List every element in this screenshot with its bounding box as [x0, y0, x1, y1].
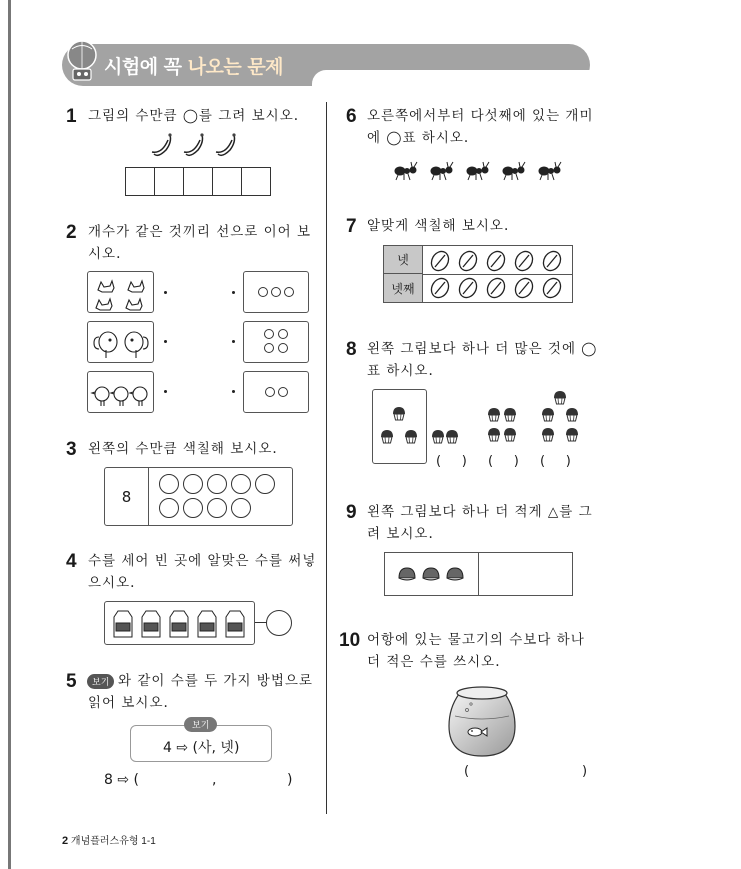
question-number: 5	[66, 671, 77, 692]
picture-box-chicks	[87, 371, 154, 413]
color-circle[interactable]	[159, 474, 179, 494]
dot-circle	[284, 287, 294, 297]
question-number: 4	[66, 551, 77, 572]
drawing-area[interactable]	[480, 553, 572, 595]
title-highlight: 나오는 문제	[187, 56, 284, 78]
color-circle[interactable]	[159, 498, 179, 518]
title-main: 시험에 꼭	[104, 56, 182, 78]
answer-close: )	[287, 772, 293, 788]
question-number: 7	[346, 216, 357, 237]
dot-circle	[264, 329, 274, 339]
color-circle[interactable]	[231, 474, 251, 494]
question-text-line1: 오른쪽에서부터 다섯째에 있는 개미	[367, 108, 594, 124]
milk-carton-icon	[105, 602, 256, 646]
picture-box-elephants	[87, 321, 154, 363]
chick-icon	[88, 372, 155, 414]
row-label-count: 넷	[384, 246, 423, 274]
box-divider	[478, 553, 479, 595]
match-dot[interactable]	[164, 390, 167, 393]
row-label-order: 넷째	[384, 274, 423, 302]
question-text-line1: 왼쪽 그림보다 하나 더 많은 것에 ◯	[367, 341, 598, 357]
question-text-line2: 읽어 보시오.	[88, 695, 169, 711]
question-number: 8	[346, 339, 357, 360]
question-text-line1: 와 같이 수를 두 가지 방법으로	[118, 673, 313, 689]
seed-icon[interactable]	[426, 248, 570, 300]
color-circle[interactable]	[255, 474, 275, 494]
target-number: 8	[105, 468, 149, 525]
balloon-icon	[64, 40, 100, 82]
circles-area	[149, 468, 292, 525]
fishbowl-icon	[437, 680, 527, 762]
dot-circle	[278, 387, 288, 397]
bananas-icon	[148, 132, 248, 160]
question-text-line2: 표 하시오.	[367, 363, 434, 379]
question-text-line2: 에 ◯표 하시오.	[367, 130, 470, 146]
dots-box-two	[243, 371, 309, 413]
dots-box-three	[243, 271, 309, 313]
color-count-box	[104, 467, 293, 526]
cat-icon	[88, 272, 155, 314]
question-number: 6	[346, 106, 357, 127]
answer-paren-3[interactable]: ( )	[540, 454, 571, 469]
dot-circle	[265, 387, 275, 397]
question-number: 10	[339, 630, 361, 651]
answer-paren-2[interactable]: ( )	[488, 454, 519, 469]
grid-cell[interactable]	[155, 168, 184, 195]
milk-box	[104, 601, 255, 645]
example-text: 4 ⇨ (사, 넷)	[163, 740, 240, 756]
seed-table	[383, 245, 573, 303]
question-text-line2: 려 보시오.	[367, 526, 434, 542]
answer-circle[interactable]	[266, 610, 292, 636]
example-box-label: 보기	[184, 717, 217, 732]
question-number: 3	[66, 439, 77, 460]
match-dot[interactable]	[232, 390, 235, 393]
question-text: 그림의 수만큼 ◯를 그려 보시오.	[88, 108, 300, 124]
question-text-line2: 으시오.	[88, 575, 136, 591]
dot-circle	[264, 343, 274, 353]
question-text-line1: 왼쪽 그림보다 하나 더 적게 △를 그	[367, 504, 593, 520]
answer-grid	[125, 167, 271, 196]
question-text: 왼쪽의 수만큼 색칠해 보시오.	[88, 441, 278, 457]
match-dot[interactable]	[164, 340, 167, 343]
question-number: 9	[346, 502, 357, 523]
section-title	[104, 52, 283, 79]
page-edge-bar	[8, 0, 11, 869]
page-footer	[62, 832, 156, 847]
question-text-line2: 더 적은 수를 쓰시오.	[367, 654, 501, 670]
color-circle[interactable]	[231, 498, 251, 518]
grid-cell[interactable]	[126, 168, 155, 195]
match-dot[interactable]	[232, 340, 235, 343]
grid-cell[interactable]	[242, 168, 270, 195]
question-text-line1: 어항에 있는 물고기의 수보다 하나	[367, 632, 585, 648]
question-number: 2	[66, 222, 77, 243]
question-text-line1: 수를 세어 빈 곳에 알맞은 수를 써넣	[88, 553, 317, 569]
dot-circle	[271, 287, 281, 297]
dot-circle	[258, 287, 268, 297]
question-text-line2: 시오.	[88, 246, 122, 262]
book-title: 개념플러스유형 1-1	[70, 836, 156, 847]
answer-open[interactable]: (	[464, 764, 470, 779]
color-circle[interactable]	[207, 474, 227, 494]
color-circle[interactable]	[183, 498, 203, 518]
answer-prefix: 8 ⇨ (	[104, 772, 139, 788]
chestnut-icon	[397, 565, 467, 585]
page-number: 2	[62, 835, 69, 847]
dot-circle	[278, 343, 288, 353]
grid-cell[interactable]	[184, 168, 213, 195]
picture-box-cats	[87, 271, 154, 313]
match-dot[interactable]	[232, 291, 235, 294]
answer-paren-1[interactable]: ( )	[436, 454, 467, 469]
column-divider	[326, 102, 327, 814]
grid-cell[interactable]	[213, 168, 242, 195]
question-number: 1	[66, 106, 77, 127]
answer-close[interactable]: )	[582, 764, 588, 779]
cupcake-icon	[372, 384, 587, 446]
triangle-box	[384, 552, 573, 596]
banner-notch	[312, 70, 612, 100]
example-tag: 보기	[87, 674, 114, 689]
color-circle[interactable]	[183, 474, 203, 494]
question-text: 알맞게 색칠해 보시오.	[367, 218, 510, 234]
question-text-line1: 개수가 같은 것끼리 선으로 이어 보	[88, 224, 312, 240]
dot-circle	[278, 329, 288, 339]
match-dot[interactable]	[164, 291, 167, 294]
dots-box-four	[243, 321, 309, 363]
color-circle[interactable]	[207, 498, 227, 518]
ants-icon	[392, 158, 568, 182]
answer-comma: ,	[212, 772, 217, 788]
elephant-icon	[88, 322, 155, 364]
